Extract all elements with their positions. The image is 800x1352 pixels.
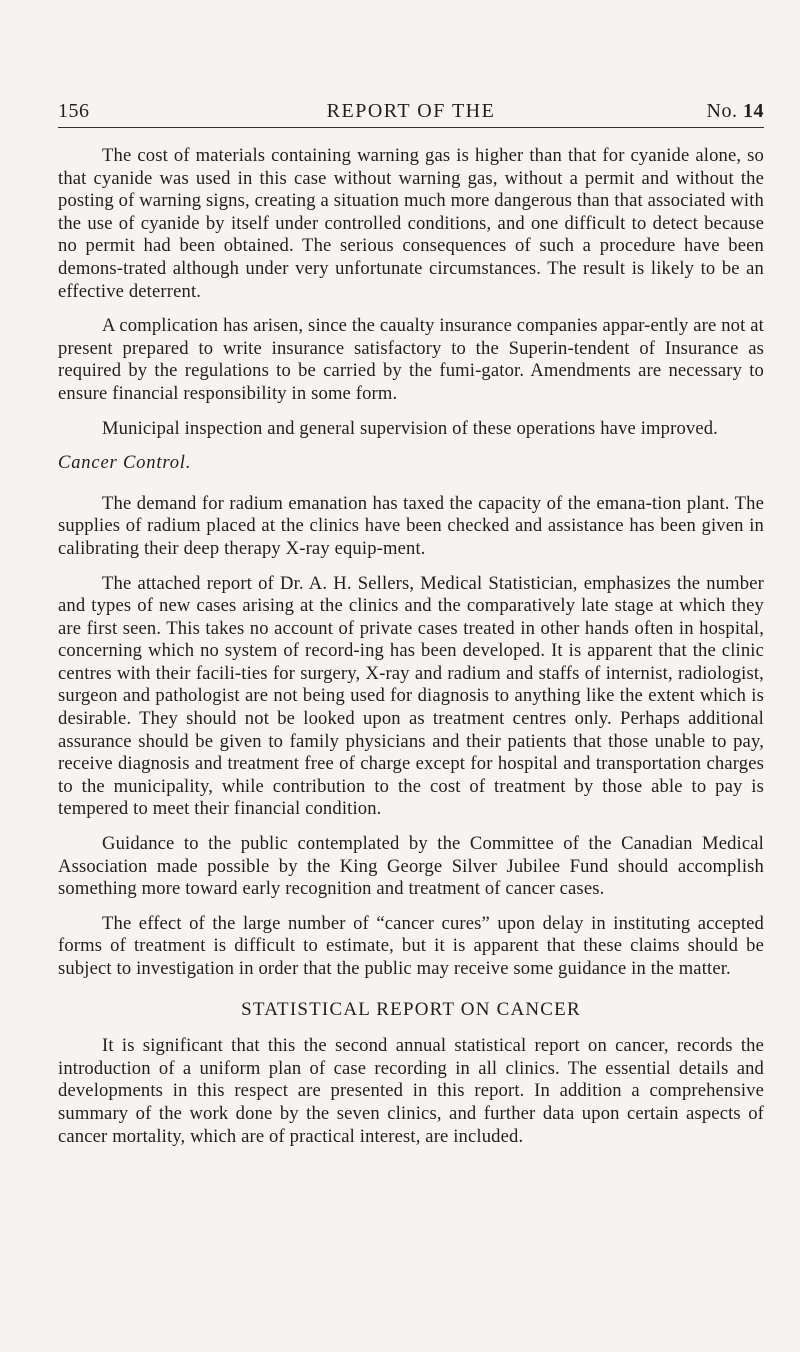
paragraph: The effect of the large number of “cancer cures” upon delay in instituting accepted forms of treatment is difficult to estimate, but it is apparent that these claims should be subject to investigation in order that the public may receive some guidance in the matter.	[58, 912, 764, 979]
header-rule	[58, 127, 764, 128]
paragraph: Guidance to the public contemplated by the Committee of the Canadian Medical Association made possible by the King George Silver Jubilee Fund should accomplish something more toward early recognition and treatment of cancer cases.	[58, 833, 764, 900]
issue-number: 14	[743, 100, 764, 122]
paragraph: A complication has arisen, since the caualty insurance companies appar-ently are not at present prepared to write insurance satisfactory to the Superin-tendent of Insurance as required by the regulations to be carried by the fumi-gator. Amendments are necessary to ensure financial responsibility in some form.	[58, 315, 764, 404]
paragraph: The attached report of Dr. A. H. Sellers, Medical Statistician, emphasizes the number and types of new cases arising at the clinics and the comparatively late stage at which they are first seen. This takes no account of private cases treated in other hands often in hospital, concerning which no system of record-ing has been developed. It is apparent that the clinic centres with their facili-ties for surgery, X-ray and radium and staffs of internist, radiologist, surgeon and pathologist are not being used for diagnosis to anything like the extent which is desirable. They should not be looked upon as treatment centres only. Perhaps additional assurance should be given to family physicians and their patients that those unable to pay, receive diagnosis and treatment free of charge except for hospital and transportation charges to the municipality, while contribution to the cost of treatment by those able to pay is tempered to meet their financial condition.	[58, 572, 764, 820]
page-number: 156	[58, 100, 90, 122]
issue-label	[707, 100, 764, 123]
issue-prefix: No.	[706, 100, 738, 122]
paragraph: The demand for radium emanation has taxed the capacity of the emana-tion plant. The supplies of radium placed at the clinics have been checked and assistance has been given in calibrating their deep therapy X-ray equip-ment.	[58, 492, 764, 559]
report-heading: STATISTICAL REPORT ON CANCER	[241, 998, 581, 1020]
body-text	[58, 145, 764, 1160]
section-heading-cancer-control: Cancer Control.	[58, 452, 192, 474]
running-title: REPORT OF THE	[326, 100, 496, 122]
paragraph: It is significant that this the second annual statistical report on cancer, records the introduction of a uniform plan of case recording in all clinics. The essential details and developments in this respect are presented in this report. In addition a comprehensive summary of the work done by the seven clinics, and further data upon certain aspects of cancer mortality, which are of practical interest, are included.	[58, 1035, 764, 1147]
paragraph: The cost of materials containing warning gas is higher than that for cyanide alone, so that cyanide was used in this case without warning gas, without a permit and without the posting of warning signs, creating a situation much more dangerous than that associated with the use of cyanide by itself under controlled conditions, and one difficult to detect because no permit had been obtained. The serious consequences of such a procedure have been demons-trated although under very unfortunate circumstances. The result is likely to be an effective deterrent.	[58, 145, 764, 302]
paragraph: Municipal inspection and general supervision of these operations have improved.	[102, 417, 718, 439]
